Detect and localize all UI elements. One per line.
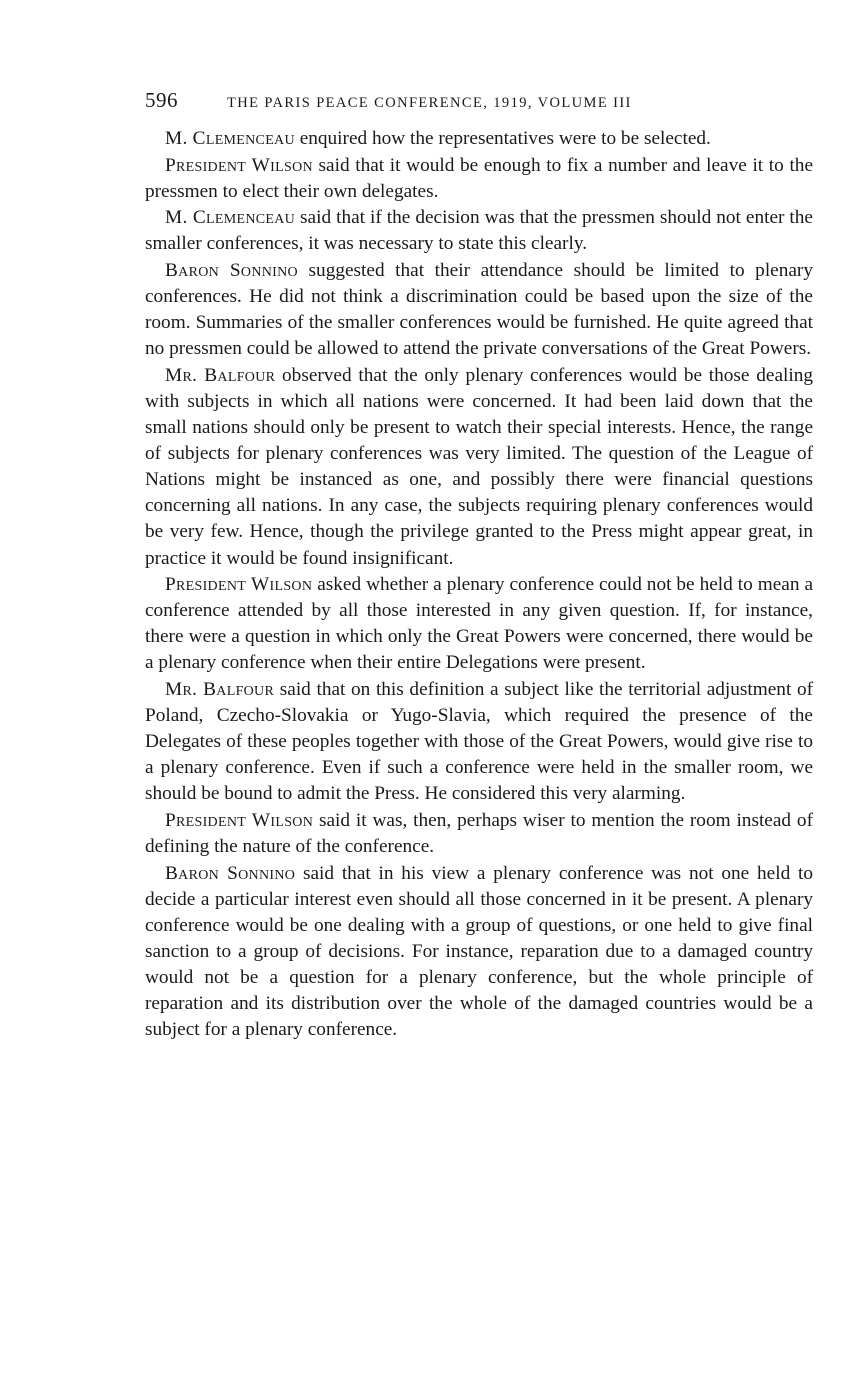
paragraph-text: said that on this definition a subject like the territorial adjustment of Poland, Czecho-Slovakia or Yugo-Slavia, which required the presence of the Delegates of these peoples together with those of the Great Powers, would give rise to a plenary conference. Even if such a conference were held in the smaller room, we should be bound to admit the Press. He considered this very alarming. [145,678,814,805]
header-title: THE PARIS PEACE CONFERENCE, 1919, VOLUME III [227,95,632,111]
speaker-name: Mr. Balfour [165,364,276,386]
page-number: 596 [145,88,178,112]
speaker-name: M. Clemenceau [165,128,295,149]
paragraph [145,126,813,152]
paragraph [145,153,813,205]
speaker-name: President Wilson [165,154,313,176]
paragraph-text: said that in his view a plenary conference was not one held to decide a particular interest even should all those concerned in it be present. A plenary conference would be one dealing with a group of questions, or one held to give final sanction to a group of decisions. For instance, reparation due to a damaged country would not be a question for a plenary conference, but the whole principle of reparation and its distribution over the whole of the damaged countries would be a subject for a plenary conference. [145,862,813,1041]
speaker-name: President Wilson [165,809,314,831]
speaker-name: Baron Sonnino [165,862,296,884]
paragraph-text: asked whether a plenary conference could not be held to mean a conference attended by all those interested in any given question. If, for instance, there were a question in which only the Great Powers were concerned, there would be a plenary conference when their entire Delegations were present. [145,574,814,674]
speaker-name: M. Clemenceau [165,207,296,229]
paragraph-text: said that it would be enough to fix a number and leave it to the pressmen to elect their own delegates. [145,154,813,202]
speaker-name: Baron Sonnino [165,259,298,281]
paragraph [145,205,813,257]
paragraph [145,258,813,362]
paragraph-text: said it was, then, perhaps wiser to mention the room instead of defining the nature of the conference. [145,809,813,858]
running-header [145,88,813,116]
speaker-name: President Wilson [165,574,313,596]
speaker-name: Mr. Balfour [165,678,275,700]
paragraph [145,861,813,1044]
paragraph [145,677,813,807]
paragraph-text: suggested that their attendance should be limited to plenary conferences. He did not think a discrimination could be based upon the size of the room. Summaries of the smaller conferences would be furnished. He quite agreed that no pressmen could be allowed to attend the private conversations of the Great Powers. [145,259,813,360]
paragraph [145,808,813,860]
paragraph [145,363,813,572]
paragraph-text: said that if the decision was that the pressmen should not enter the smaller conferences, it was necessary to state this clearly. [145,207,813,255]
paragraph [145,572,813,676]
document-page [145,88,813,1043]
paragraph-text: observed that the only plenary conferences would be those dealing with subjects in which all nations were concerned. It had been laid down that the small nations should only be present to watch their special interests. Hence, the range of subjects for plenary conferences was very limited. The question of the League of Nations might be instanced as one, and possibly there were financial questions concerning all nations. In any case, the subjects requiring plenary conferences would be very few. Hence, though the privilege granted to the Press might appear great, in practice it would be found insignificant. [145,364,814,569]
paragraph-text: enquired how the representatives were to be selected. [299,128,711,149]
